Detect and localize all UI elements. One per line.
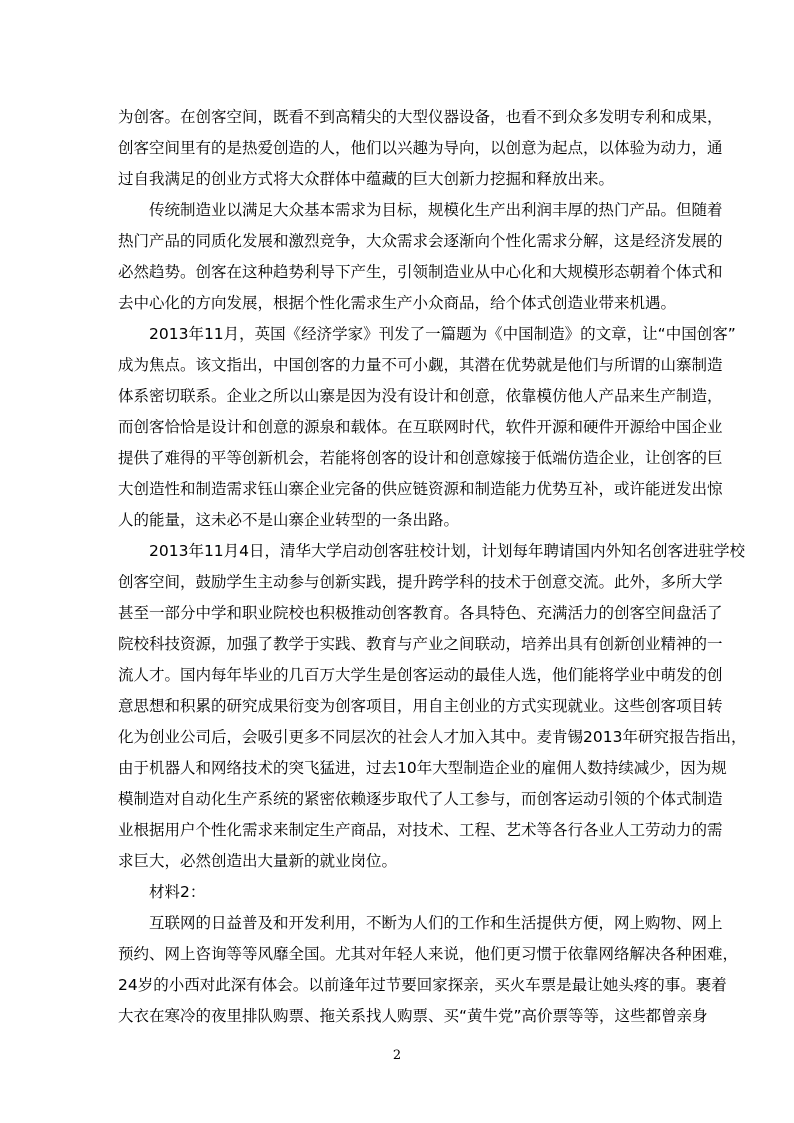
text-line: 由于机器人和网络技术的突飞猛进，过去10年大型制造企业的雇佣人数持续减少，因为规 bbox=[118, 759, 727, 777]
text-line: 人的能量，这未必不是山寨企业转型的一条出路。 bbox=[118, 511, 460, 529]
text-line: 2013年11月4日，清华大学启动创客驻校计划，计划每年聘请国内外知名创客进驻学校 bbox=[149, 542, 746, 560]
text-line: 模制造对自动化生产系统的紧密依赖逐步取代了人工参与，而创客运动引领的个体式制造 bbox=[118, 790, 723, 808]
text-line: 必然趋势。创客在这种趋势利导下产生，引领制造业从中心化和大规模形态朝着个体式和 bbox=[118, 263, 723, 281]
text-line: 而创客恰恰是设计和创意的源泉和载体。在互联网时代，软件开源和硬件开源给中国企业 bbox=[118, 418, 723, 436]
text-line: 化为创业公司后，会吸引更多不同层次的社会人才加入其中。麦肯锡2013年研究报告指出， bbox=[118, 728, 747, 746]
text-line: 预约、网上咨询等等风靡全国。尤其对年轻人来说，他们更习惯于依靠网络解决各种困难， bbox=[118, 945, 739, 963]
text-line: 24岁的小西对此深有体会。以前逢年过节要回家探亲，买火车票是最让她头疼的事。裹着 bbox=[118, 976, 727, 994]
text-line: 流人才。国内每年毕业的几百万大学生是创客运动的最佳人选，他们能将学业中萌发的创 bbox=[118, 666, 723, 684]
text-line: 体系密切联系。企业之所以山寨是因为没有设计和创意，依靠模仿他人产品来生产制造， bbox=[118, 387, 723, 405]
text-line: 传统制造业以满足大众基本需求为目标，规模化生产出利润丰厚的热门产品。但随着 bbox=[149, 201, 723, 219]
text-line: 过自我满足的创业方式将大众群体中蕴藏的巨大创新力挖掘和释放出来。 bbox=[118, 170, 615, 188]
text-line: 热门产品的同质化发展和激烈竞争，大众需求会逐渐向个性化需求分解，这是经济发展的 bbox=[118, 232, 723, 250]
text-line: 大衣在寒冷的夜里排队购票、拖关系找人购票、买“黄牛党”高价票等等，这些都曾亲身 bbox=[118, 1007, 708, 1025]
document-body bbox=[118, 102, 747, 1032]
text-line: 院校科技资源，加强了教学于实践、教育与产业之间联动，培养出具有创新创业精神的一 bbox=[118, 635, 723, 653]
paragraph bbox=[118, 908, 739, 1032]
text-line: 业根据用户个性化需求来制定生产商品，对技术、工程、艺术等各行各业人工劳动力的需 bbox=[118, 821, 723, 839]
paragraph bbox=[118, 536, 747, 877]
text-line: 材料2： bbox=[149, 883, 206, 901]
text-line: 成为焦点。该文指出，中国创客的力量不可小觑，其潜在优势就是他们与所谓的山寨制造 bbox=[118, 356, 723, 374]
text-line: 去中心化的方向发展，根据个性化需求生产小众商品，给个体式创造业带来机遇。 bbox=[118, 294, 677, 312]
text-line: 大创造性和制造需求钰山寨企业完备的供应链资源和制造能力优势互补，或许能迸发出惊 bbox=[118, 480, 723, 498]
text-line: 2013年11月，英国《经济学家》刊发了一篇题为《中国制造》的文章，让“中国创客” bbox=[149, 325, 736, 343]
text-line: 互联网的日益普及和开发利用，不断为人们的工作和生活提供方便，网上购物、网上 bbox=[149, 914, 723, 932]
text-line: 提供了难得的平等创新机会，若能将创客的设计和创意嫁接于低端仿造企业，让创客的巨 bbox=[118, 449, 723, 467]
text-line: 甚至一部分中学和职业院校也积极推动创客教育。各具特色、充满活力的创客空间盘活了 bbox=[118, 604, 723, 622]
paragraph bbox=[118, 319, 736, 536]
paragraph bbox=[118, 195, 723, 319]
text-line: 创客空间，鼓励学生主动参与创新实践，提升跨学科的技术于创意交流。此外，多所大学 bbox=[118, 573, 723, 591]
text-line: 创客空间里有的是热爱创造的人，他们以兴趣为导向，以创意为起点，以体验为动力，通 bbox=[118, 139, 723, 157]
paragraph bbox=[118, 102, 723, 195]
page-number: 2 bbox=[392, 1048, 402, 1063]
text-line: 为创客。在创客空间，既看不到高精尖的大型仪器设备，也看不到众多发明专利和成果， bbox=[118, 108, 723, 126]
text-line: 意思想和积累的研究成果衍变为创客项目，用自主创业的方式实现就业。这些创客项目转 bbox=[118, 697, 723, 715]
paragraph bbox=[118, 877, 676, 908]
text-line: 求巨大，必然创造出大量新的就业岗位。 bbox=[118, 852, 398, 870]
